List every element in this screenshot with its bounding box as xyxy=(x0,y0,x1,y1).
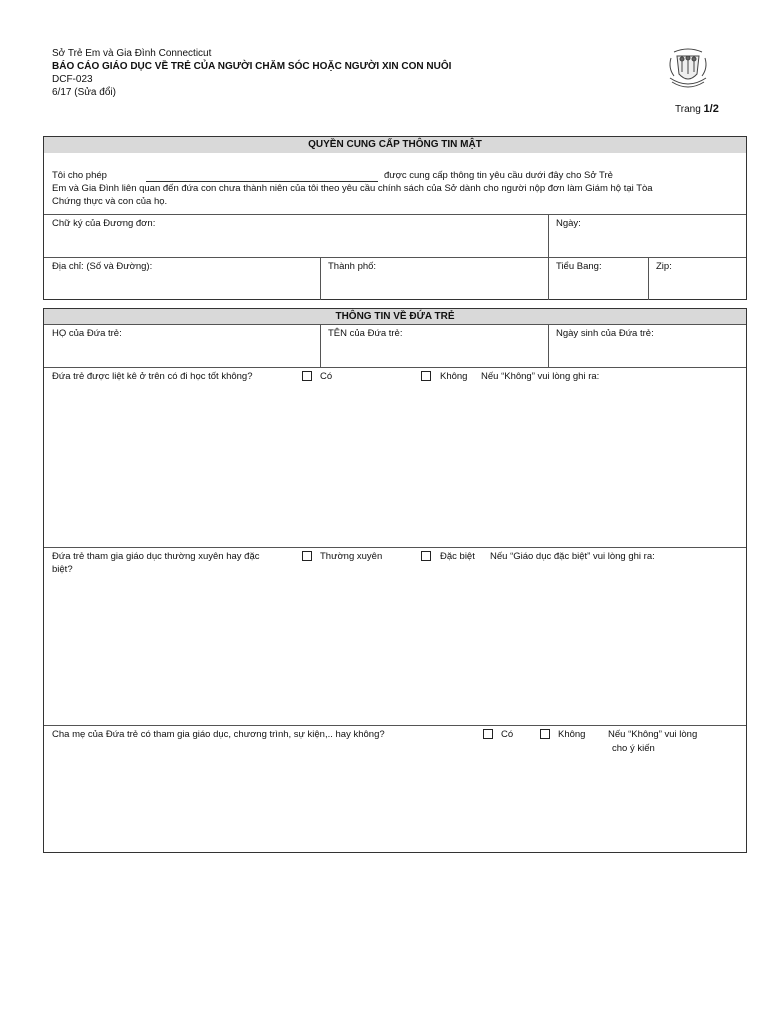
divider xyxy=(44,547,746,548)
parent-involvement-note-line-1: Nếu “Không” vui lòng xyxy=(608,729,698,740)
parent-involvement-no-label: Không xyxy=(558,729,586,740)
parent-involvement-question: Cha mẹ của Đứa trẻ có tham gia giáo dục, chương trình, sự kiện,.. hay không? xyxy=(52,729,385,740)
special-education-label: Đặc biệt xyxy=(440,551,475,562)
zip-label: Zip: xyxy=(656,261,672,272)
signature-label: Chữ ký của Đương đơn: xyxy=(52,218,156,229)
child-first-name-field[interactable] xyxy=(321,325,548,366)
parent-involvement-no-checkbox[interactable] xyxy=(540,729,550,739)
form-id: DCF-023 xyxy=(52,74,93,85)
authorize-line-3: Chứng thực và con của họ. xyxy=(52,196,168,207)
authorized-party-field[interactable] xyxy=(146,181,378,182)
city-field[interactable] xyxy=(321,258,548,299)
child-dob-label: Ngày sinh của Đứa trẻ: xyxy=(556,328,654,339)
child-last-name-label: HỌ của Đứa trẻ: xyxy=(52,328,122,339)
form-title: BÁO CÁO GIÁO DỤC VỀ TRẺ CỦA NGƯỜI CHĂM SÓC HOẶC NGƯỜI XIN CON NUÔI xyxy=(52,61,452,72)
page-label: Trang xyxy=(675,104,701,115)
parent-involvement-yes-label: Có xyxy=(501,729,514,740)
city-label: Thành phố: xyxy=(328,261,377,272)
date-field[interactable] xyxy=(549,215,746,257)
attendance-note: Nếu “Không” vui lòng ghi ra: xyxy=(481,371,600,382)
attendance-no-checkbox[interactable] xyxy=(421,371,431,381)
divider xyxy=(44,725,746,726)
authorize-prefix: Tôi cho phép xyxy=(52,170,107,181)
attendance-no-label: Không xyxy=(440,371,468,382)
divider xyxy=(44,367,746,368)
address-label: Địa chỉ: (Số và Đường): xyxy=(52,261,153,272)
date-label: Ngày: xyxy=(556,218,581,229)
child-heading: THÔNG TIN VỀ ĐỨA TRẺ xyxy=(44,309,746,324)
parent-involvement-comment-field[interactable] xyxy=(44,758,746,852)
address-field[interactable] xyxy=(44,258,320,299)
child-dob-field[interactable] xyxy=(549,325,746,366)
signature-field[interactable] xyxy=(44,215,548,257)
page-indicator xyxy=(675,103,719,115)
parent-involvement-note-line-2: cho ý kiến xyxy=(612,743,655,754)
form-revision: 6/17 (Sửa đổi) xyxy=(52,87,116,98)
attendance-yes-checkbox[interactable] xyxy=(302,371,312,381)
attendance-yes-label: Có xyxy=(320,371,333,382)
state-seal-icon xyxy=(666,44,710,94)
education-type-question-line-1: Đứa trẻ tham gia giáo dục thường xuyên hay đặc xyxy=(52,551,260,562)
special-education-explanation-field[interactable] xyxy=(44,578,746,724)
state-label: Tiểu Bang: xyxy=(556,261,602,272)
state-field[interactable] xyxy=(549,258,648,299)
zip-field[interactable] xyxy=(649,258,746,299)
child-first-name-label: TÊN của Đứa trẻ: xyxy=(328,328,403,339)
authorize-suffix: được cung cấp thông tin yêu cầu dưới đây cho Sở Trẻ xyxy=(384,170,613,181)
attendance-explanation-field[interactable] xyxy=(44,386,746,546)
authorize-line-2: Em và Gia Đình liên quan đến đứa con chưa thành niên của tôi theo yêu cầu chính sách của Sở dành cho người nộp đơn làm Giám hộ tại Tòa xyxy=(52,183,653,194)
child-last-name-field[interactable] xyxy=(44,325,320,366)
regular-education-label: Thường xuyên xyxy=(320,551,383,562)
attendance-question: Đứa trẻ được liệt kê ở trên có đi học tốt không? xyxy=(52,371,253,382)
page-number: 1/2 xyxy=(703,103,719,115)
agency-name: Sở Trẻ Em và Gia Đình Connecticut xyxy=(52,48,212,59)
special-education-checkbox[interactable] xyxy=(421,551,431,561)
parent-involvement-yes-checkbox[interactable] xyxy=(483,729,493,739)
release-heading: QUYỀN CUNG CẤP THÔNG TIN MẬT xyxy=(44,137,746,153)
special-education-note: Nếu “Giáo dục đặc biệt” vui lòng ghi ra: xyxy=(490,551,655,562)
regular-education-checkbox[interactable] xyxy=(302,551,312,561)
education-type-question-line-2: biệt? xyxy=(52,564,73,575)
